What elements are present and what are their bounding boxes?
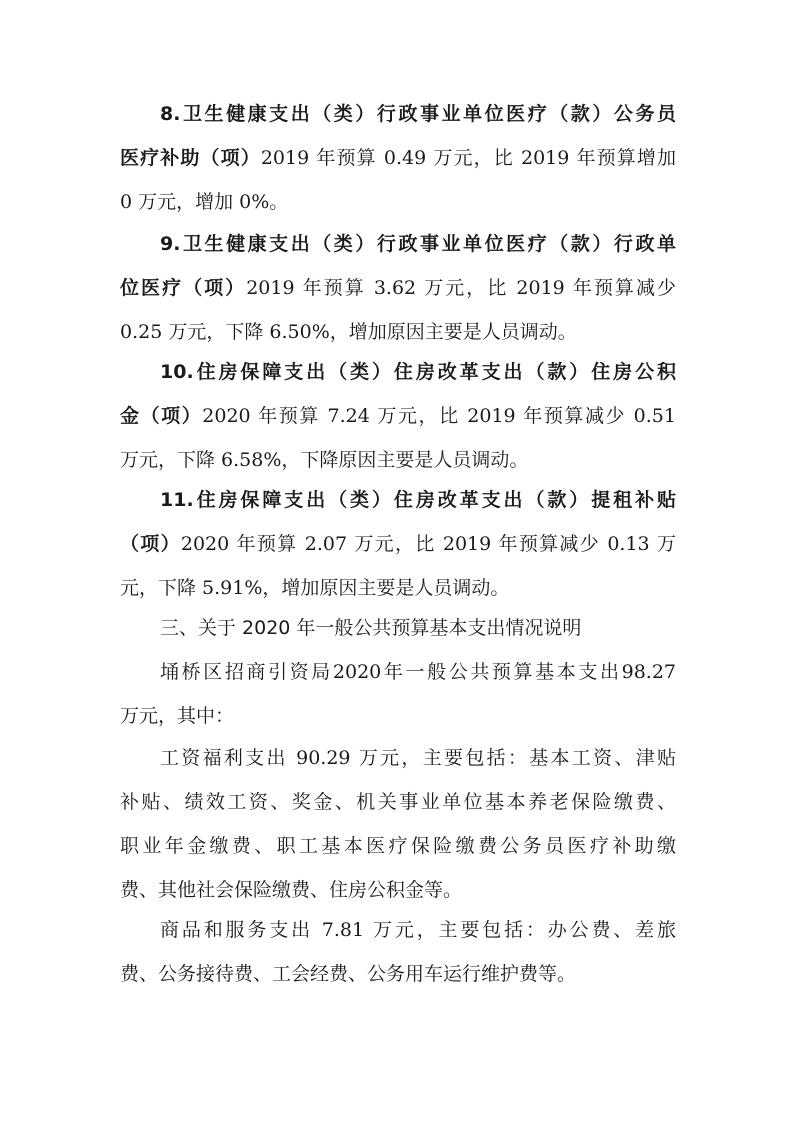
text-line (120, 572, 509, 604)
text-line: 补贴、绩效工资、奖金、机关事业单位基本养老保险缴费、 (120, 791, 676, 813)
item-text: 2019 年预算 0.49 万元，比 2019 年预算增加 (260, 147, 676, 169)
item-heading: 8.卫生健康支出（类）行政事业单位医疗（款）公务员 (160, 103, 676, 125)
item-text: 元，下降 5.91%，增加原因主要是人员调动。 (120, 577, 510, 599)
item-text: 万元，下降 6.58%，下降原因主要是人员调动。 (120, 449, 529, 471)
item-heading: 位医疗（项） (120, 277, 247, 299)
text-line: 万元，其中： (120, 705, 235, 727)
text-line (120, 316, 577, 348)
item-text: 0.25 万元，下降 6.50%，增加原因主要是人员调动。 (120, 321, 577, 343)
text-line (120, 186, 288, 218)
text-line (120, 400, 676, 432)
text-line (120, 228, 676, 260)
item-heading: 9.卫生健康支出（类）行政事业单位医疗（款）行政单 (160, 233, 676, 255)
item-heading: （项） (120, 533, 181, 555)
text-line (120, 356, 676, 388)
text-line (120, 444, 528, 476)
item-text: 2019 年预算 3.62 万元，比 2019 年预算减少 (246, 277, 676, 299)
text-line: 商品和服务支出 7.81 万元，主要包括：办公费、差旅 (160, 919, 676, 941)
item-text: 2020 年预算 7.24 万元，比 2019 年预算减少 0.51 (202, 405, 676, 427)
item-text: 0 万元，增加 0%。 (120, 191, 289, 213)
section-heading: 三、关于 2020 年一般公共预算基本支出情况说明 (160, 617, 582, 639)
item-text: 2020 年预算 2.07 万元，比 2019 年预算减少 0.13 万 (180, 533, 676, 555)
item-heading: 医疗补助（项） (120, 147, 261, 169)
item-heading: 10.住房保障支出（类）住房改革支出（款）住房公积 (160, 361, 676, 383)
item-heading: 金（项） (120, 405, 203, 427)
text-line: 费、其他社会保险缴费、住房公积金等。 (120, 879, 463, 901)
text-line: 埇桥区招商引资局2020年一般公共预算基本支出98.27 (160, 661, 676, 683)
text-line (120, 484, 676, 516)
text-line (120, 142, 676, 174)
text-line: 职业年金缴费、职工基本医疗保险缴费公务员医疗补助缴 (120, 835, 676, 857)
text-line (120, 98, 676, 130)
text-line (120, 528, 676, 560)
text-line (120, 272, 676, 304)
text-line: 费、公务接待费、工会经费、公务用车运行维护费等。 (120, 963, 577, 985)
text-line: 工资福利支出 90.29 万元，主要包括：基本工资、津贴 (160, 747, 676, 769)
item-heading: 11.住房保障支出（类）住房改革支出（款）提租补贴 (160, 489, 676, 511)
